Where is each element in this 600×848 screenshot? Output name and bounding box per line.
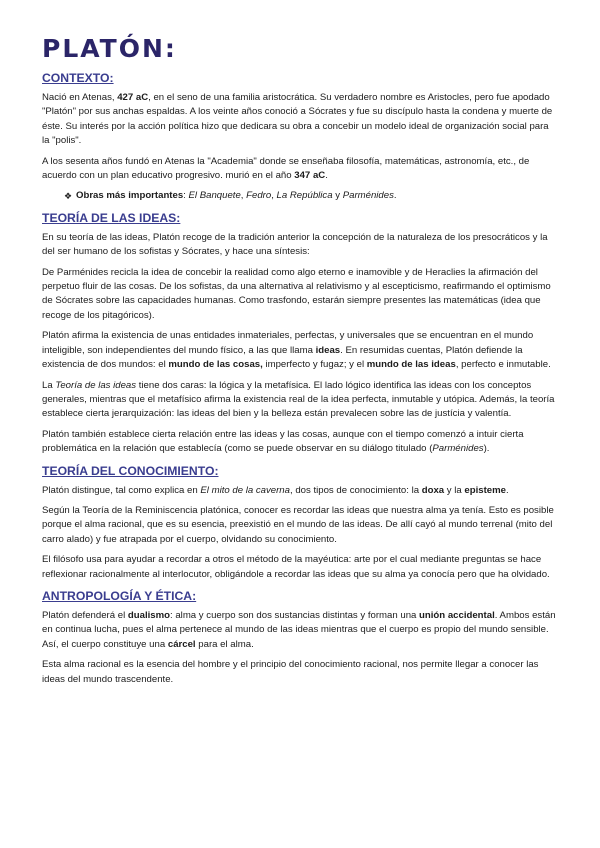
section-teoria-conocimiento [42, 463, 558, 582]
paragraph-antropologia-2: Esta alma racional es la esencia del hombre y el principio del conocimiento racional, nos permite llegar a conocer las ideas del mundo trascendente. [42, 659, 539, 685]
page-title: PLATÓN: [42, 34, 177, 63]
paragraph-ideas-1: En su teoría de las ideas, Platón recoge de la tradición anterior la concepción de la naturaleza de los presocráticos y la del ser humano de los sofistas y Sócrates, y hace una síntesis: [42, 231, 548, 258]
heading-teoria-ideas: TEORÍA DE LAS IDEAS: [42, 210, 181, 225]
paragraph-conocimiento-3: El filósofo usa para ayudar a recordar a otros el método de la mayéutica: arte por el cual mediante preguntas se hace reflexionar racionalmente al interlocutor, obligándole a recordar las ideas que su alma ya conocía pero que ha olvidado. [42, 554, 550, 580]
paragraph-ideas-4: La Teoría de las ideas tiene dos caras: la lógica y la metafísica. El lado lógico identifica las ideas con los conceptos generales, mientras que el metafísico afirma la existencia real de la idea perfecta, inmutable y utópica. Además, la teoría establece cierta jerarquización: las ideas del bien y la belleza están prevalecen sobre las de justícia y valentía. [42, 379, 555, 420]
paragraph-contexto-2: A los sesenta años fundó en Atenas la "Academia" donde se enseñaba filosofía, matemáticas, astronomía, etc., de acuerdo con un plan educativo progresivo. murió en el año 347 aC. [42, 155, 530, 182]
paragraph-conocimiento-2: Según la Teoría de la Reminiscencia platónica, conocer es recordar las ideas que nuestra alma ya tenía. Esto es posible porque el alma racional, que es su esencia, preexistió en el mundo de las ideas. De allí cayó al mundo terrenal (mito del carro alado) y fue atrapada por el cuerpo, olvidando su conocimiento. [42, 504, 554, 545]
diamond-bullet-icon: ❖ [64, 191, 73, 202]
paragraph-ideas-5: Platón también establece cierta relación entre las ideas y las cosas, aunque con el tiempo comenzó a intuir cierta problemática en la relación que establecía (como se puede observar en su diálogo titulado (Parménides). [42, 428, 524, 455]
heading-antropologia-etica: ANTROPOLOGÍA Y ÉTICA: [42, 588, 197, 603]
bullet-obras-text: Obras más importantes: El Banquete, Fedro, La República y Parménides. [76, 190, 397, 202]
paragraph-antropologia-1: Platón defenderá el dualismo: alma y cuerpo son dos sustancias distintas y forman una unión accidental. Ambos están en continua lucha, pues el alma pertenece al mundo de las ideas mientras que el cuerpo es propio del mundo sensible. Así, el cuerpo constituye una cárcel para el alma. [42, 609, 556, 650]
section-contexto [42, 70, 558, 204]
heading-teoria-conocimiento: TEORÍA DEL CONOCIMIENTO: [42, 463, 219, 478]
section-teoria-ideas [42, 210, 558, 457]
paragraph-contexto-1: Nació en Atenas, 427 aC, en el seno de una familia aristocrática. Su verdadero nombre es Aristocles, pero fue apodado "Platón" por sus anchas espaldas. A los veinte años conoció a Sócrates y fue su discípulo hasta la condena y muerte de éste. Su interés por la acción política hizo que dedicara su obra a concebir un modelo ideal de organización social para la "polis". [42, 92, 553, 147]
paragraph-ideas-3: Platón afirma la existencia de unas entidades inmateriales, perfectas, y universales que se encuentran en el mundo inteligible, son independientes del mundo físico, a las que llama ideas. En resumidas cuentas, Platón defiende la existencia de dos mundos: el mundo de las cosas, imperfecto y fugaz; y el mundo de las ideas, perfecto e inmutable. [42, 330, 551, 371]
section-antropologia-etica [42, 588, 558, 687]
heading-contexto: CONTEXTO: [42, 71, 114, 85]
bullet-obras [42, 189, 558, 203]
paragraph-ideas-2: De Parménides recicla la idea de concebir la realidad como algo eterno e inamovible y de Heraclies la afirmación del perpetuo fluir de las cosas. De los sofistas, da una alternativa al relativismo y al escepticismo, reafirmando el optimismo de Sócrates sobre las capacidades humanas. Como trasfondo, estarán siempre presentes las matemáticas (idea que recoge de los pitagóricos). [42, 266, 551, 321]
paragraph-conocimiento-1: Platón distingue, tal como explica en El mito de la caverna, dos tipos de conocimiento: la doxa y la episteme. [42, 484, 509, 496]
